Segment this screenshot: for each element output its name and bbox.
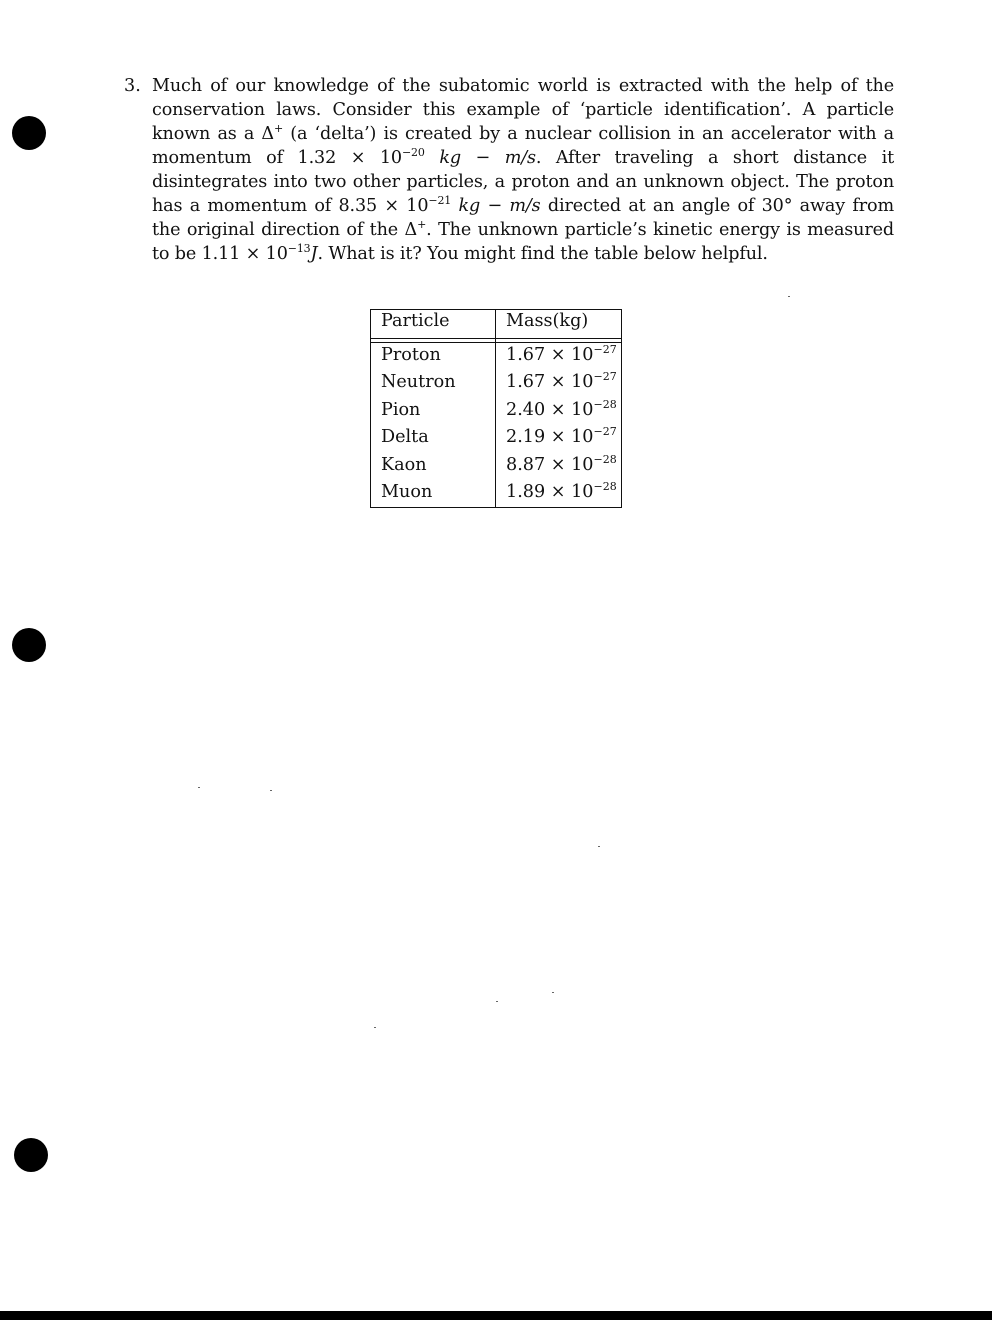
binder-hole-top: [12, 116, 46, 150]
table-cell-particle: Kaon: [381, 455, 427, 475]
scan-speck: [552, 992, 554, 993]
scan-speck: [374, 1027, 376, 1028]
scan-speck: [788, 296, 790, 297]
problem-statement: Much of our knowledge of the subatomic world is extracted with the help of the conservation laws. Consider this example of ‘particle identification’. A particle known as a Δ+ (a ‘delta’) is created by a nuclear collision in an accelerator with a momentum of $1.32 \times 10^{-20}$ kg − m/s. After traveling a short distance it disintegrates into two other particles, a proton and an unknown object. The proton has a momentum of $8.35 \times 10^{-21}$ kg − m/s directed at an angle of 30° away from the original direction of the Δ+. The unknown particle’s kinetic energy is measured to be $1.11 \times 10^{-13}J$. What is it? You might find the table below helpful.: [152, 76, 894, 264]
table-cell-particle: Neutron: [381, 372, 456, 392]
table-cell-particle: Delta: [381, 427, 429, 447]
scan-speck: [270, 790, 272, 791]
table-cell-particle: Muon: [381, 482, 433, 502]
table-header-mass: Mass(kg): [506, 311, 589, 331]
scan-edge-bar: [0, 1311, 992, 1320]
table-cell-mass: $8.87 \times 10^{-28}$: [506, 453, 617, 475]
table-cell-particle: Proton: [381, 345, 441, 365]
table-header-particle: Particle: [381, 311, 450, 331]
binder-hole-middle: [12, 628, 46, 662]
binder-hole-bottom: [14, 1138, 48, 1172]
scan-speck: [598, 846, 600, 847]
problem-3: [124, 74, 894, 266]
particle-mass-table: [370, 309, 622, 508]
table-cell-mass: $2.40 \times 10^{-28}$: [506, 398, 617, 420]
table-header-divider: [371, 338, 621, 343]
table-cell-mass: $1.67 \times 10^{-27}$: [506, 343, 617, 365]
scan-speck: [198, 787, 200, 788]
table-cell-mass: $2.19 \times 10^{-27}$: [506, 425, 617, 447]
scan-speck: [496, 1001, 498, 1002]
table-cell-mass: $1.89 \times 10^{-28}$: [506, 480, 617, 502]
table-cell-particle: Pion: [381, 400, 421, 420]
table-cell-mass: $1.67 \times 10^{-27}$: [506, 370, 617, 392]
problem-number: 3.: [124, 76, 141, 96]
